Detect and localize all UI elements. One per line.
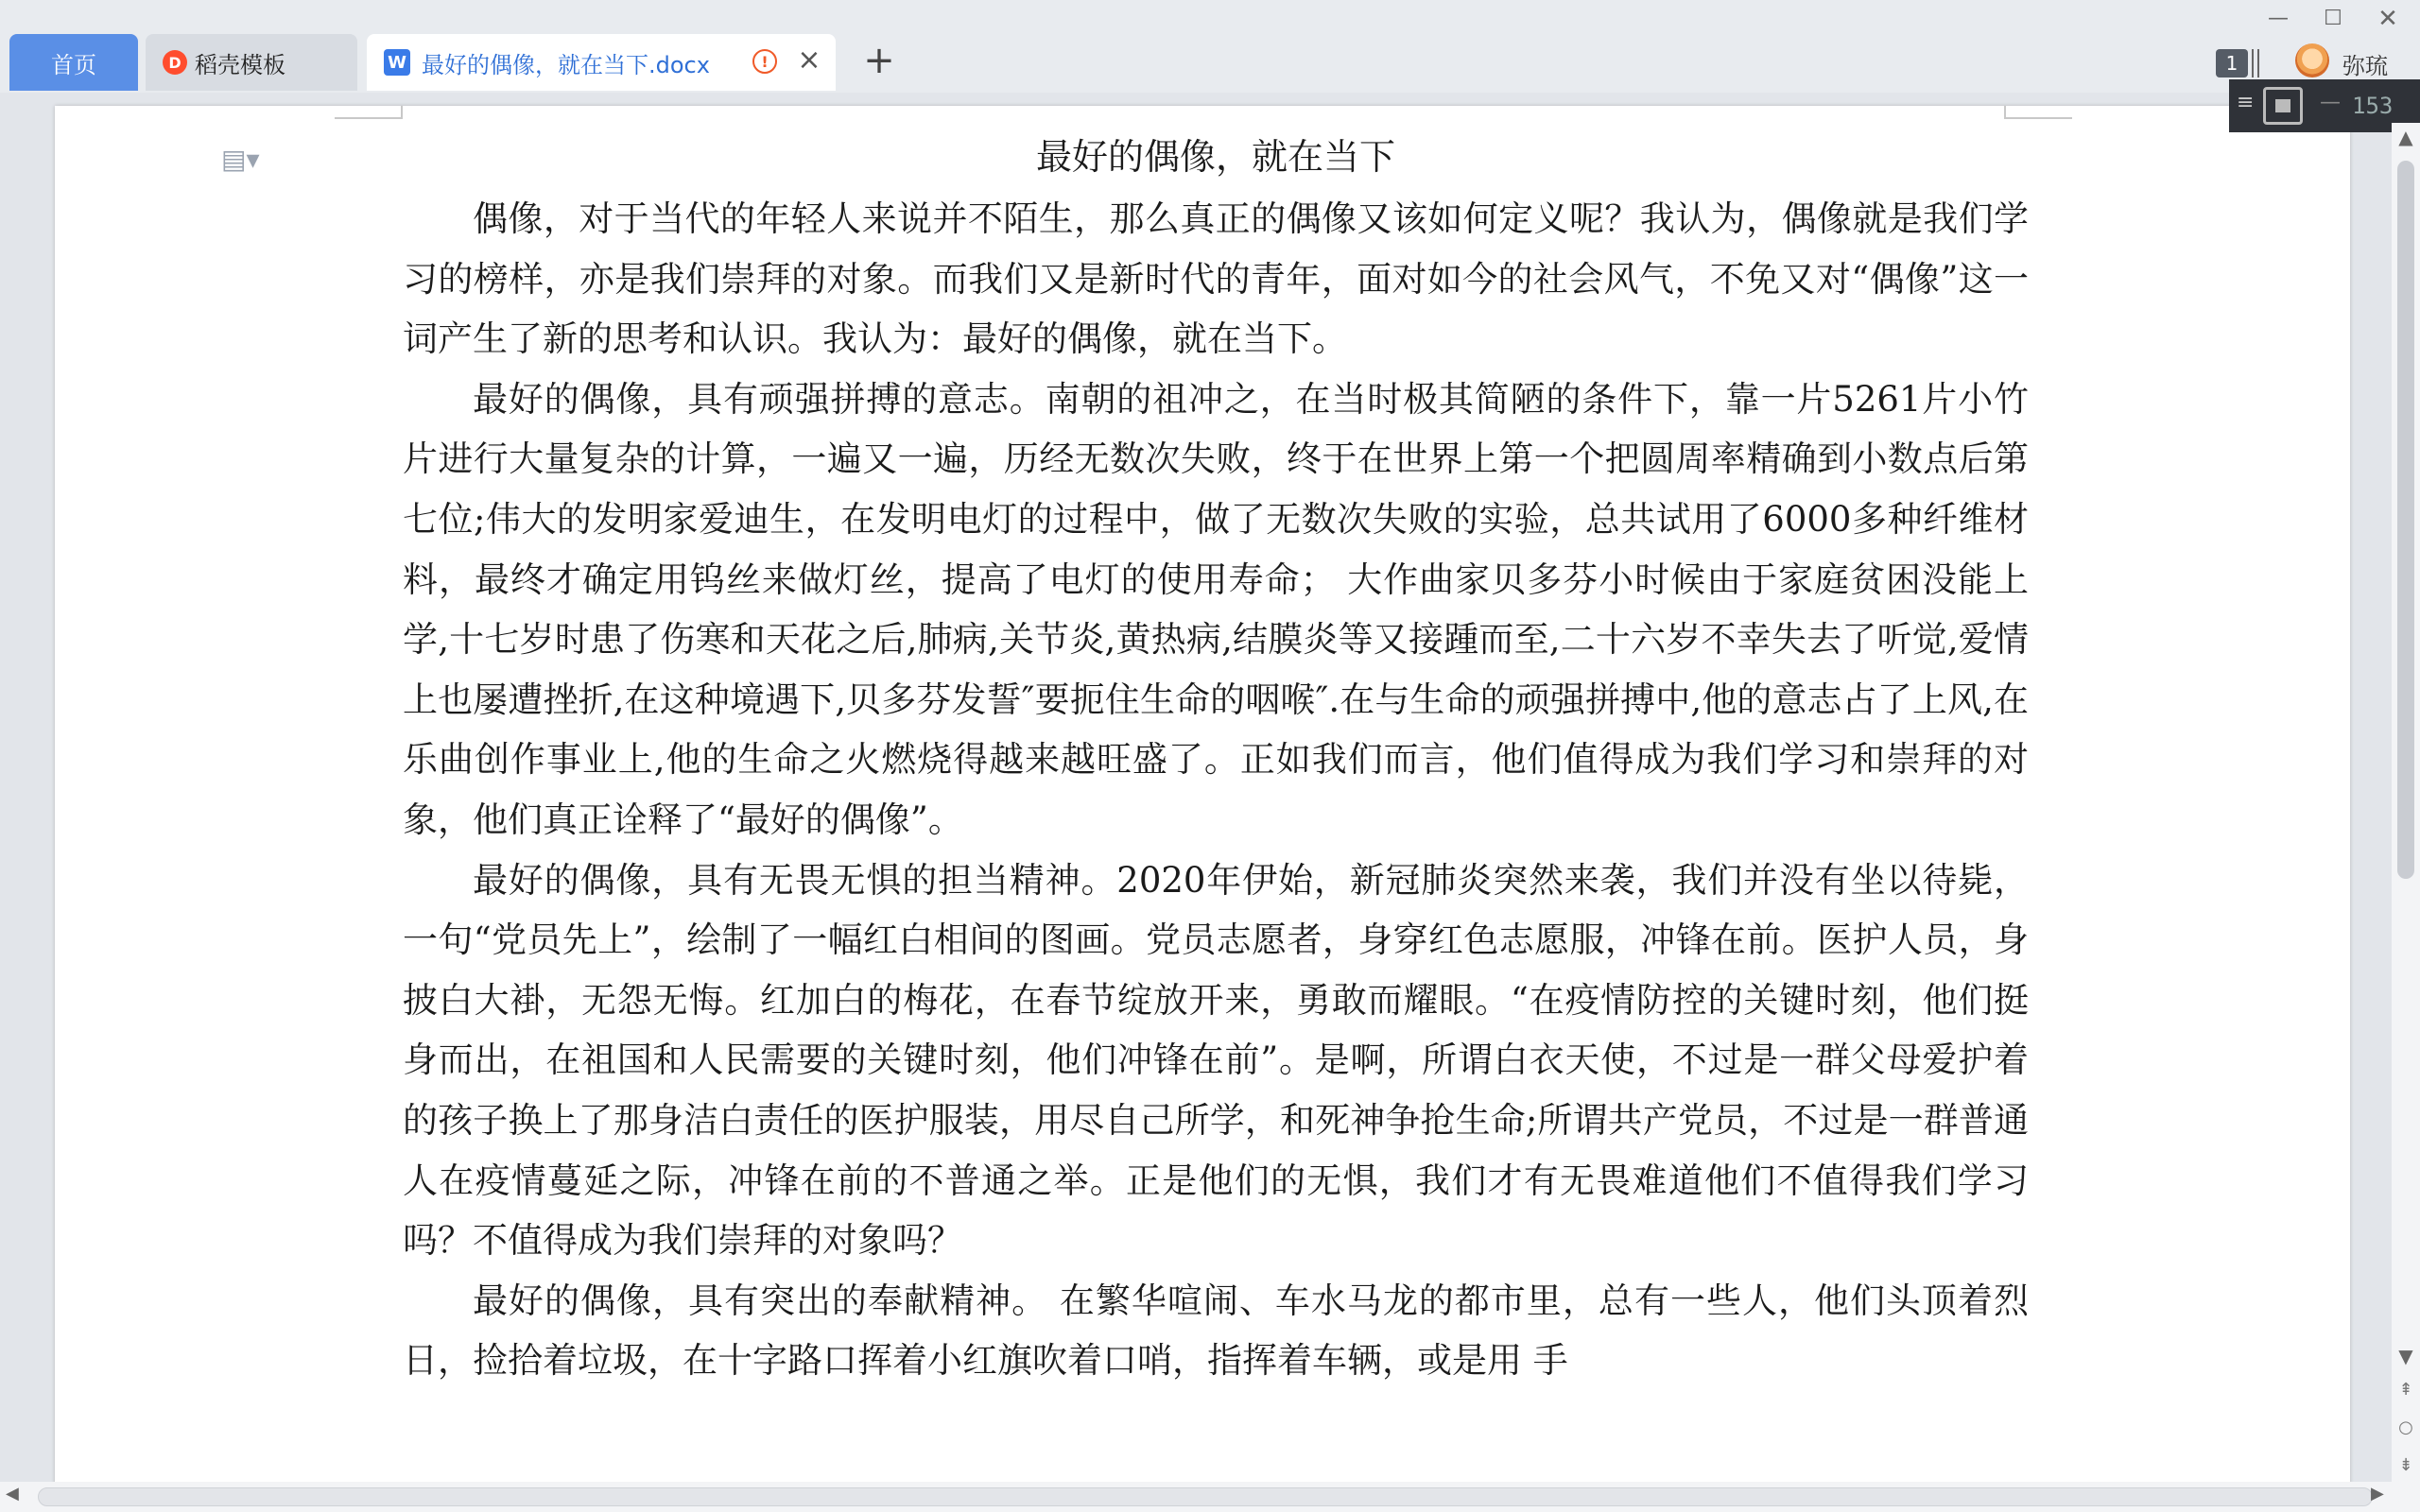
menu-icon[interactable]: ≡ bbox=[2237, 91, 2255, 114]
close-window-button[interactable]: ✕ bbox=[2377, 5, 2398, 33]
paragraph: 最好的偶像，具有突出的奉献精神。 在繁华喧闹、车水马龙的都市里，总有一些人，他们头顶着烈日，捡拾着垃圾，在十字路口挥着小红旗吹着口哨，指挥着车辆，或是用 手 bbox=[403, 1280, 2029, 1382]
word-doc-icon: W bbox=[384, 49, 410, 76]
document-content[interactable] bbox=[403, 129, 2029, 1391]
tab-home-label: 首页 bbox=[51, 51, 96, 78]
next-page-icon[interactable]: ⇟ bbox=[2398, 1455, 2413, 1475]
tab-document-label: 最好的偶像，就在当下.docx bbox=[422, 51, 710, 78]
tab-template[interactable] bbox=[146, 34, 357, 91]
paragraph: 最好的偶像，具有无畏无惧的担当精神。2020年伊始，新冠肺炎突然来袭，我们并没有坐以待毙，一句“党员先上”，绘制了一幅红白相间的图画。党员志愿者，身穿红色志愿服，冲锋在前。医护人员，身披白大褂，无怨无悔。红加白的梅花，在春节绽放开来，勇敢而耀眼。“在疫情防控的关键时刻，他们挺身而出，在祖国和人民需要的关键时刻，他们冲锋在前”。是啊，所谓白衣天使，不过是一群父母爱护着的孩子换上了那身洁白责任的医护服装，用尽自己所学，和死神争抢生命;所谓共产党员，不过是一群普通人在疫情蔓延之际，冲锋在前的不普通之举。正是他们的无惧，我们才有无畏难道他们不值得我们学习吗？不值得成为我们崇拜的对象吗？ bbox=[403, 859, 2029, 1262]
scroll-left-icon[interactable]: ◀ bbox=[6, 1484, 19, 1503]
paragraph: 最好的偶像，具有顽强拼搏的意志。南朝的祖冲之，在当时极其简陋的条件下，靠一片5261片小竹片进行大量复杂的计算，一遍又一遍，历经无数次失败，终于在世界上第一个把圆周率精确到小数点后第七位;伟大的发明家爱迪生，在发明电灯的过程中，做了无数次失败的实验，总共试用了6000多种纤维材料，最终才确定用钨丝来做灯丝，提高了电灯的使用寿命； 大作曲家贝多芬小时候由于家庭贫困没能上学,十七岁时患了伤寒和天花之后,肺病,关节炎,黄热病,结膜炎等又接踵而至,二十六岁不幸失去了听觉,爱情上也屡遭挫折,在这种境遇下,贝多芬发誓″要扼住生命的咽喉″.在与生命的顽强拼搏中,他的意志占了上风,在乐曲创作事业上,他的生命之火燃烧得越来越旺盛了。正如我们而言，他们值得成为我们学习和崇拜的对象，他们真正诠释了“最好的偶像”。 bbox=[403, 378, 2029, 840]
document-title: 最好的偶像，就在当下 bbox=[1035, 136, 1395, 178]
document-outline-icon[interactable]: ▤▾ bbox=[221, 144, 260, 175]
new-tab-button[interactable]: + bbox=[863, 39, 895, 82]
scroll-up-icon[interactable]: ▲ bbox=[2398, 126, 2413, 148]
scroll-down-icon[interactable]: ▼ bbox=[2398, 1345, 2413, 1367]
tab-document[interactable] bbox=[367, 34, 836, 91]
scroll-right-icon[interactable]: ▶ bbox=[2371, 1484, 2384, 1503]
document-area bbox=[0, 93, 2420, 1489]
minimize-button[interactable]: — bbox=[2268, 7, 2289, 30]
vertical-scroll-thumb[interactable] bbox=[2397, 161, 2414, 879]
window-count-badge[interactable]: 1 bbox=[2216, 49, 2248, 77]
tab-template-label: 稻壳模板 bbox=[195, 51, 285, 78]
warning-icon[interactable]: ! bbox=[752, 49, 777, 74]
screenshot-icon[interactable] bbox=[2263, 87, 2303, 125]
toolbar-value: 153 bbox=[2352, 93, 2394, 119]
horizontal-scrollbar[interactable] bbox=[0, 1482, 2420, 1512]
separator: — bbox=[2320, 91, 2341, 114]
previous-page-icon[interactable]: ⇞ bbox=[2398, 1380, 2413, 1400]
paragraph: 偶像，对于当代的年轻人来说并不陌生，那么真正的偶像又该如何定义呢？我认为，偶像就是我们学习的榜样，亦是我们崇拜的对象。而我们又是新时代的青年，面对如今的社会风气，不免又对“偶像”这一词产生了新的思考和认识。我认为：最好的偶像，就在当下。 bbox=[403, 198, 2029, 360]
title-bar bbox=[0, 0, 2420, 93]
daoke-logo-icon: D bbox=[163, 50, 187, 75]
close-tab-icon[interactable]: × bbox=[797, 43, 821, 77]
document-page[interactable] bbox=[55, 106, 2350, 1495]
margin-corner-right bbox=[2004, 106, 2072, 119]
avatar[interactable] bbox=[2295, 43, 2329, 77]
horizontal-scroll-thumb[interactable] bbox=[38, 1487, 2373, 1506]
margin-corner-left bbox=[335, 106, 403, 119]
tab-home[interactable] bbox=[9, 34, 138, 91]
windows-icon[interactable] bbox=[2252, 49, 2259, 77]
username[interactable]: 弥琉 bbox=[2342, 53, 2388, 79]
select-browse-object-icon[interactable]: ○ bbox=[2398, 1418, 2413, 1437]
maximize-button[interactable]: ☐ bbox=[2324, 7, 2342, 30]
vertical-scrollbar[interactable] bbox=[2392, 123, 2420, 1489]
